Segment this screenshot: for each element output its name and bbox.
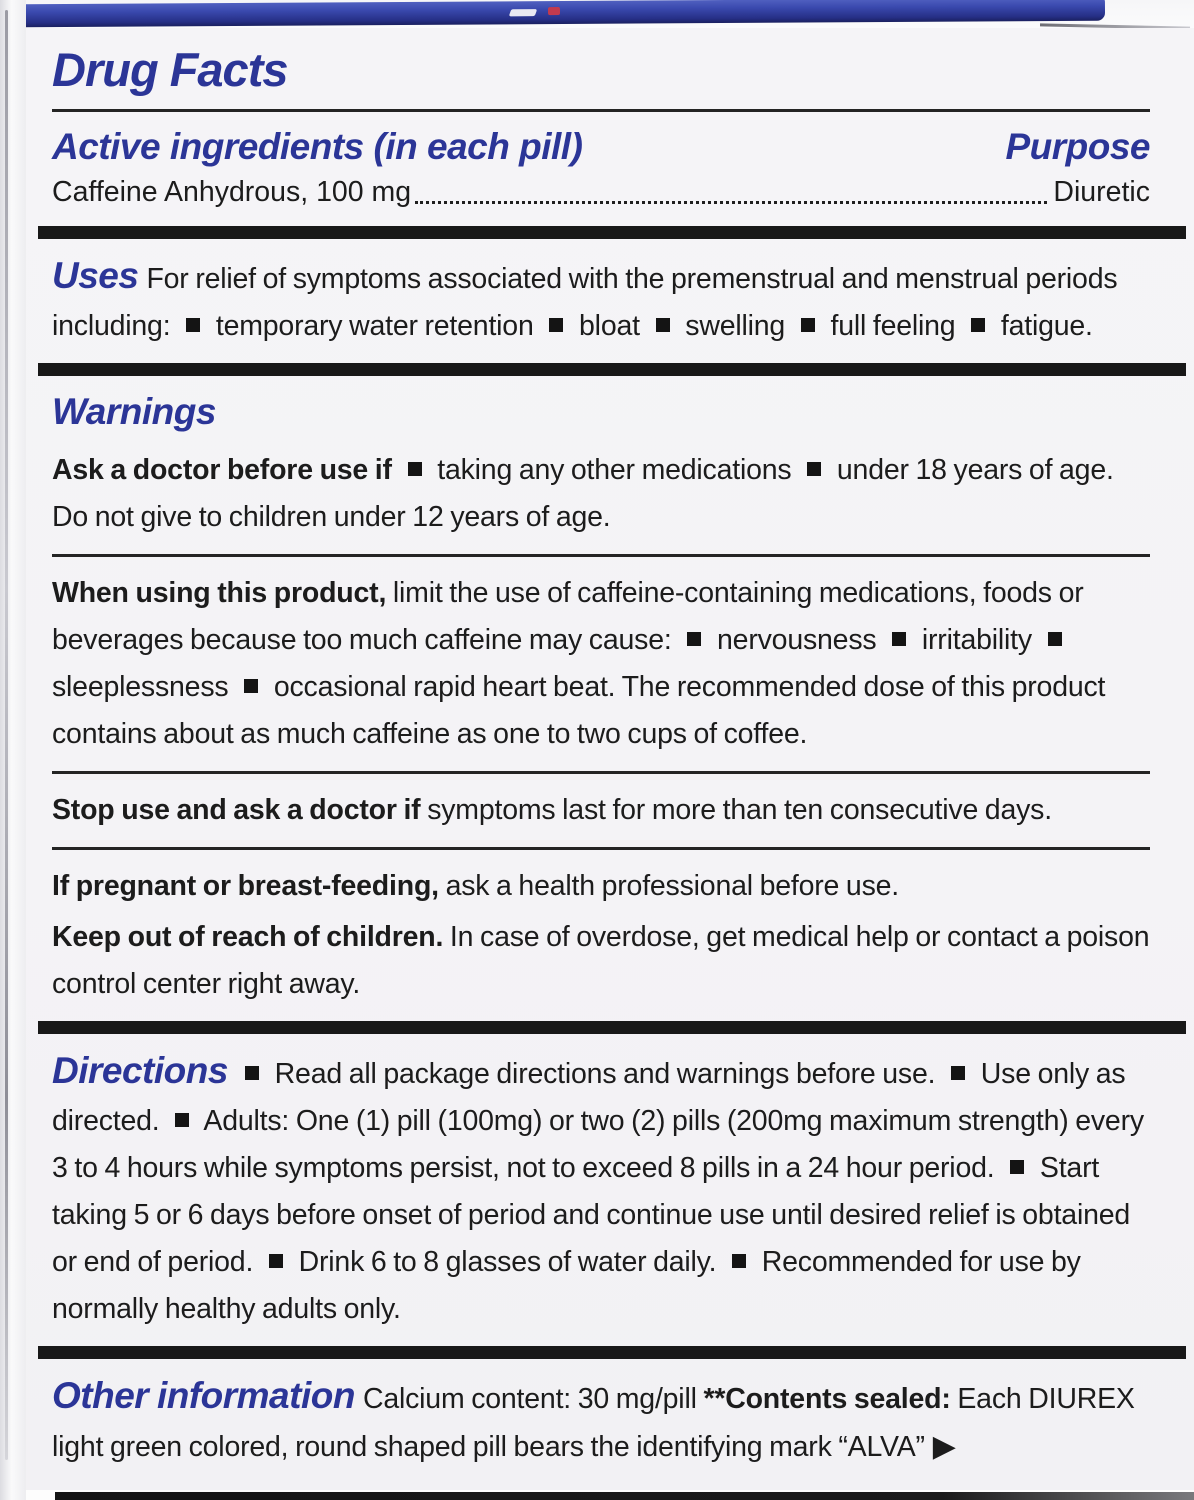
text-segment: under 18 years of age. Do not give to children under 12 years of age. — [52, 454, 1114, 533]
text-segment: irritability — [915, 624, 1039, 656]
top-strip-white-mark — [509, 9, 538, 16]
section-heading-inline: Other information — [52, 1375, 355, 1416]
text-segment: Recommended for use by normally healthy adults only. — [52, 1246, 1081, 1325]
text-segment: Drink 6 to 8 glasses of water daily. — [291, 1246, 724, 1278]
text-segment: limit the use of caffeine-containing medications, foods or beverages because too much caffeine may cause: — [52, 577, 1084, 656]
text-segment: Start taking 5 or 6 days before onset of period and continue use until desired relief is obtained or end of period. — [52, 1152, 1131, 1278]
active-ingredients-header-row — [52, 125, 1150, 169]
other-information-paragraph — [52, 1372, 1150, 1471]
text-segment: fatigue. — [994, 310, 1093, 342]
ask-doctor-paragraph — [52, 447, 1150, 541]
text-segment: swelling — [678, 310, 792, 342]
section-heading-inline: Directions — [52, 1050, 228, 1091]
text-segment: temporary water retention — [209, 310, 541, 342]
bullet-square-icon — [244, 679, 258, 693]
purpose-heading: Purpose — [1005, 126, 1150, 167]
text-segment: In case of overdose, get medical help or contact a poison control center right away. — [52, 921, 1150, 1000]
uses-paragraph — [52, 252, 1150, 350]
drug-facts-label — [26, 28, 1194, 1490]
bullet-square-icon — [892, 632, 906, 646]
thin-rule — [52, 109, 1150, 112]
section-divider-bar — [38, 363, 1186, 376]
section-divider-bar — [38, 1346, 1186, 1359]
bold-text-segment: Ask a doctor before use if — [52, 454, 399, 486]
text-segment: Each DIUREX light green colored, round shaped pill bears the identifying mark “ALVA” — [52, 1383, 1135, 1463]
text-segment: ask a health professional before use. — [438, 870, 899, 902]
top-strip-red-mark — [548, 7, 560, 15]
bullet-square-icon — [1010, 1160, 1024, 1174]
section-divider-bar — [38, 226, 1186, 239]
text-segment: occasional rapid heart beat. The recommended dose of this product contains about as much caffeine as one to two cups of coffee. — [52, 671, 1106, 750]
text-segment: Use only as directed. — [52, 1058, 1126, 1137]
active-ingredients-heading: Active ingredients (in each pill) — [52, 126, 583, 167]
text-segment: full feeling — [823, 310, 963, 342]
box-left-edge — [0, 0, 26, 1500]
bullet-square-icon — [549, 318, 563, 332]
continuation-arrow-icon: ▶ — [932, 1429, 956, 1464]
pregnant-paragraph — [52, 863, 1150, 910]
stop-use-paragraph — [52, 787, 1150, 834]
bullet-square-icon — [269, 1254, 283, 1268]
bullet-square-icon — [971, 318, 985, 332]
box-top-edge — [0, 0, 1194, 30]
bullet-square-icon — [801, 318, 815, 332]
bold-text-segment: If pregnant or breast-feeding, — [52, 870, 439, 902]
bullet-square-icon — [732, 1254, 746, 1268]
bullet-square-icon — [687, 632, 701, 646]
text-segment: bloat — [572, 310, 647, 342]
drug-facts-title: Drug Facts — [52, 43, 288, 96]
box-top-blue-strip — [20, 0, 1105, 27]
active-ingredient-row — [52, 171, 1150, 213]
text-segment: symptoms last for more than ten consecutive days. — [420, 794, 1052, 826]
ingredient-name: Caffeine Anhydrous, 100 mg — [52, 176, 412, 208]
text-segment: Adults: One (1) pill (100mg) or two (2) pills (200mg maximum strength) every 3 to 4 hours while symptoms persist, not to exceed 8 pills in a 24 hour period. — [52, 1105, 1144, 1184]
bullet-square-icon — [245, 1066, 259, 1080]
thin-rule — [52, 847, 1150, 850]
section-divider-bar — [38, 1021, 1186, 1034]
bold-text-segment: Stop use and ask a doctor if — [52, 794, 421, 826]
bullet-square-icon — [175, 1113, 189, 1127]
dotted-leader — [415, 201, 1047, 204]
text-segment: For relief of symptoms associated with the premenstrual and menstrual periods including: — [52, 263, 1118, 342]
text-segment: taking any other medications — [430, 454, 799, 486]
bold-text-segment: Keep out of reach of children. — [52, 921, 444, 953]
bullet-square-icon — [186, 318, 200, 332]
bullet-square-icon — [408, 462, 422, 476]
when-using-paragraph — [52, 570, 1150, 758]
text-segment: sleeplessness — [52, 671, 236, 703]
keep-out-of-reach-paragraph — [52, 914, 1150, 1008]
thin-rule — [52, 554, 1150, 557]
text-segment: Read all package directions and warnings before use. — [267, 1058, 943, 1090]
bullet-square-icon — [807, 462, 821, 476]
box-bottom-edge — [55, 1492, 1194, 1500]
bullet-square-icon — [951, 1066, 965, 1080]
directions-paragraph — [52, 1047, 1150, 1333]
bullet-square-icon — [656, 318, 670, 332]
box-left-fold-line — [5, 10, 8, 1460]
text-segment: nervousness — [710, 624, 884, 656]
section-heading-inline: Uses — [52, 255, 139, 296]
thin-rule — [52, 771, 1150, 774]
purpose-value: Diuretic — [1053, 176, 1150, 208]
warnings-heading: Warnings — [52, 391, 216, 432]
bold-text-segment: When using this product, — [52, 577, 387, 609]
bullet-square-icon — [1048, 632, 1062, 646]
text-segment: Calcium content: 30 mg/pill — [362, 1383, 704, 1415]
bold-text-segment: **Contents sealed: — [703, 1383, 951, 1415]
